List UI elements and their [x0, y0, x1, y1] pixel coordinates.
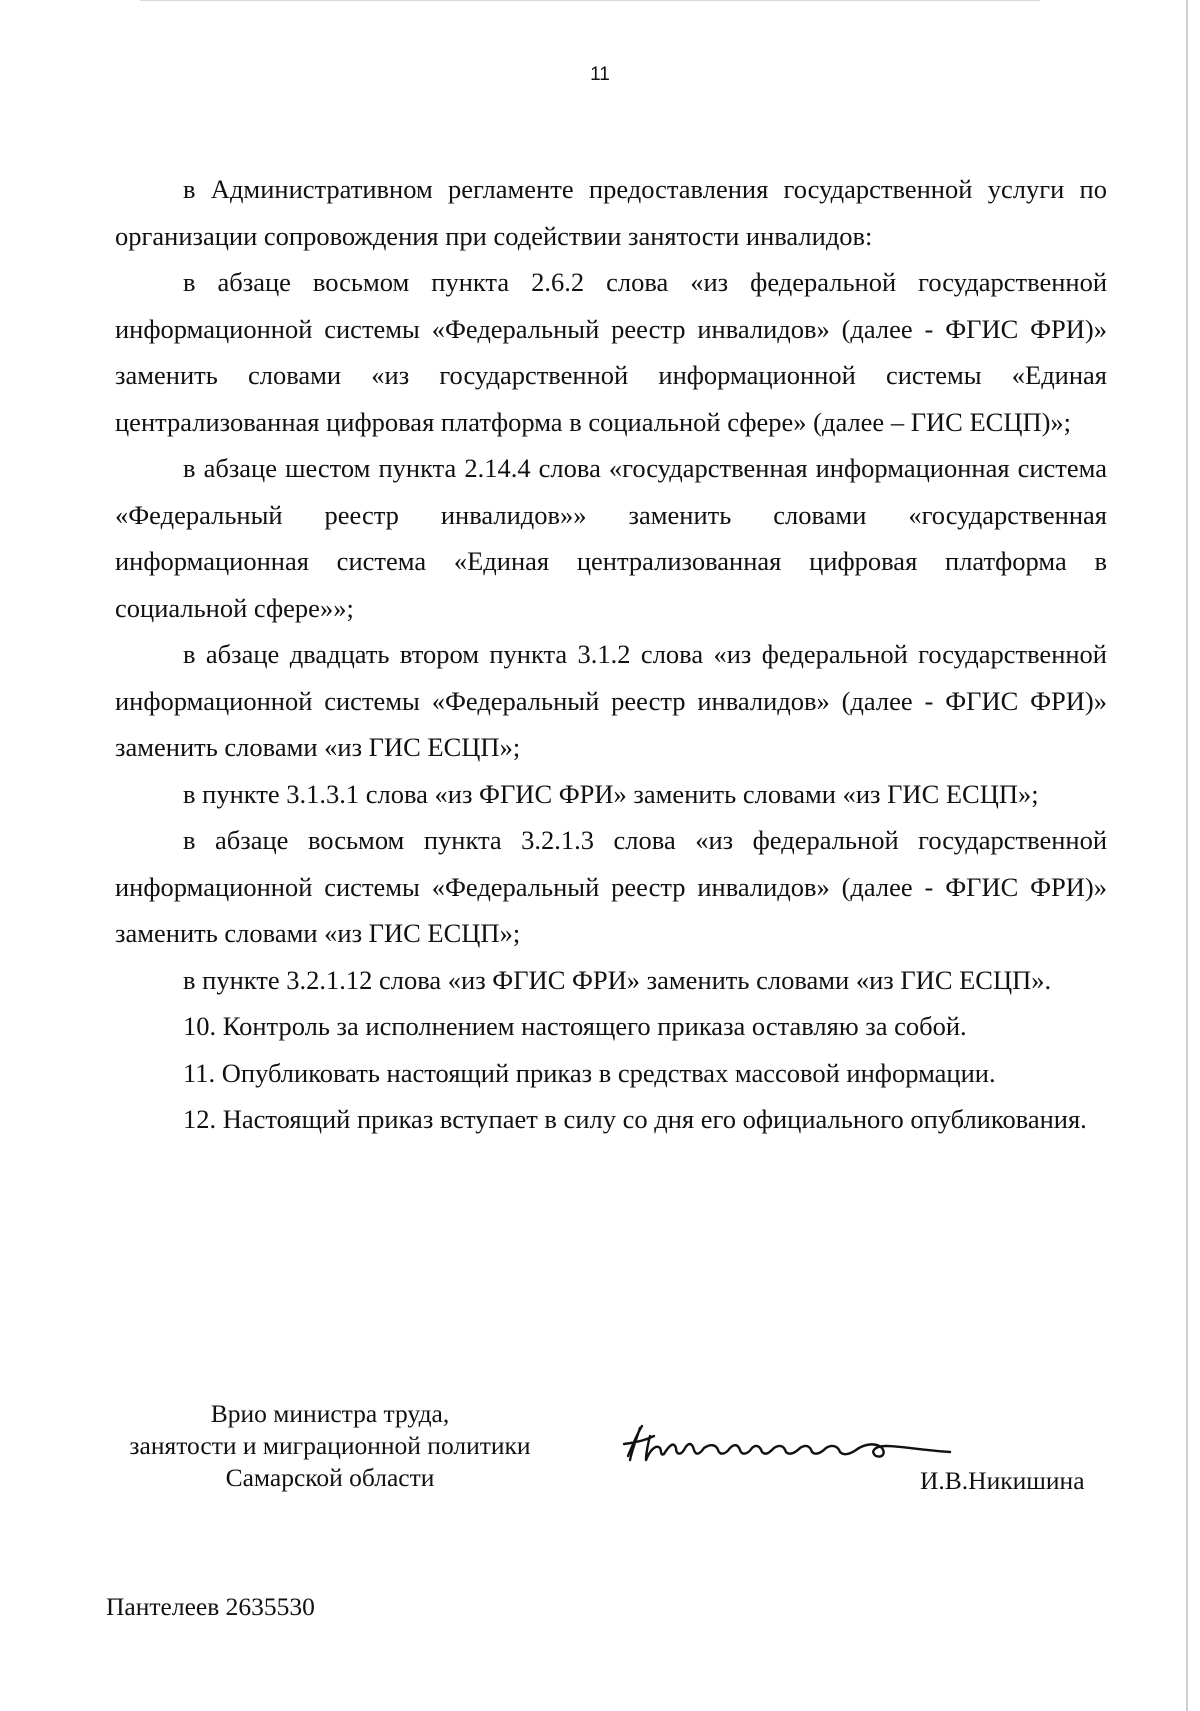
document-body [115, 166, 1107, 1143]
signatory-title-line-1: Врио министра труда, [210, 1399, 450, 1428]
scan-border-top [140, 0, 1040, 1]
paragraph-item-12: 12. Настоящий приказ вступает в силу со дня его официального опубликования. [183, 1104, 1087, 1134]
paragraph-amendment-2-6-2: в абзаце восьмом пункта 2.6.2 слова «из федеральной государственной информационной системы «Федеральный реестр инвалидов» (далее - ФГИС ФРИ)» заменить словами «из государственной информационной системы «Единая централизованная цифровая платформа в социальной сфере» (далее – ГИС ЕСЦП)»; [115, 267, 1107, 437]
paragraph-amendment-3-1-2: в абзаце двадцать втором пункта 3.1.2 слова «из федеральной государственной информационной системы «Федеральный реестр инвалидов» (далее - ФГИС ФРИ)» заменить словами «из ГИС ЕСЦП»; [115, 639, 1107, 762]
signer-name: И.В.Никишина [920, 1466, 1085, 1495]
paragraph-item-10: 10. Контроль за исполнением настоящего приказа оставляю за собой. [183, 1011, 967, 1041]
signatory-title-line-3: Самарской области [225, 1463, 435, 1492]
paragraph-amendment-3-2-1-12: в пункте 3.2.1.12 слова «из ФГИС ФРИ» заменить словами «из ГИС ЕСЦП». [183, 964, 1052, 995]
paragraph-regulation-intro: в Административном регламенте предоставления государственной услуги по организации сопровождения при содействии занятости инвалидов: [115, 174, 1107, 251]
page-number: 11 [590, 64, 610, 85]
paragraph-item-11: 11. Опубликовать настоящий приказ в средствах массовой информации. [183, 1057, 996, 1088]
signatory-title-line-2: занятости и миграционной политики [129, 1431, 531, 1460]
scan-border-right [1186, 0, 1188, 1711]
handwritten-signature [620, 1414, 960, 1474]
paragraph-amendment-2-14-4: в абзаце шестом пункта 2.14.4 слова «государственная информационная система «Федеральный реестр инвалидов»» заменить словами «государственная информационная система «Единая централизованная цифровая платформа в социальной сфере»»; [115, 453, 1107, 623]
signatory-title [100, 1398, 560, 1494]
paragraph-amendment-3-1-3-1: в пункте 3.1.3.1 слова «из ФГИС ФРИ» заменить словами «из ГИС ЕСЦП»; [183, 778, 1039, 809]
paragraph-amendment-3-2-1-3: в абзаце восьмом пункта 3.2.1.3 слова «из федеральной государственной информационной системы «Федеральный реестр инвалидов» (далее - ФГИС ФРИ)» заменить словами «из ГИС ЕСЦП»; [115, 825, 1107, 948]
executor-contact: Пантелеев 2635530 [106, 1592, 315, 1621]
